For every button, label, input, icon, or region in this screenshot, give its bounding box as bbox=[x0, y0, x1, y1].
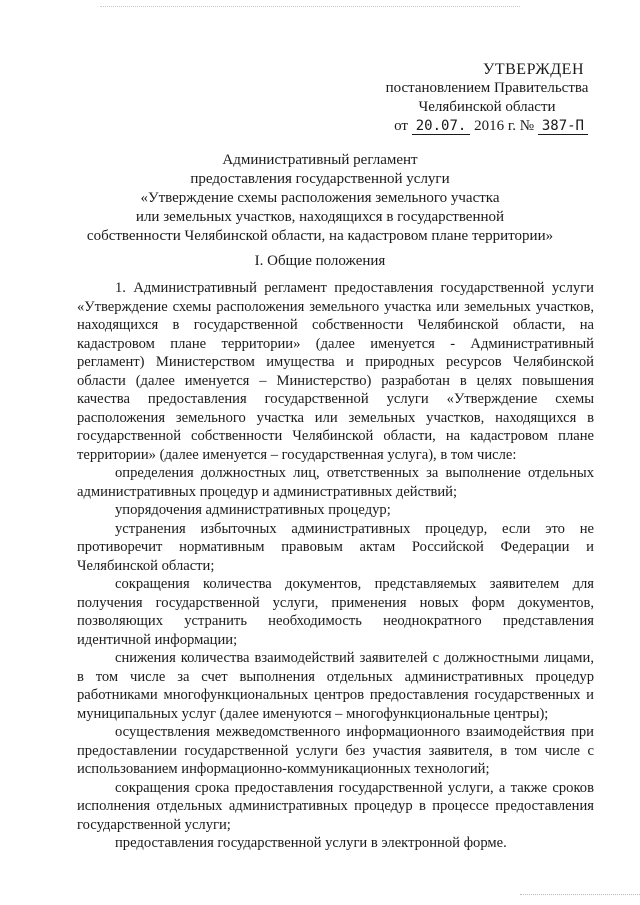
approval-line-1: постановлением Правительства bbox=[385, 80, 589, 96]
approved-title: УТВЕРЖДЕН bbox=[483, 61, 584, 78]
approval-stamp bbox=[382, 60, 592, 136]
paragraph: 1. Административный регламент предоставления государственной услуги «Утверждение схемы расположения земельного участка или земельных участков, находящихся в государственной собственности Челябинской области, на кадастровом плане территории» (далее именуется - Административный регламент) Министерством имущества и природных ресурсов Челябинской области (далее именуется – Министерство) разработан в целях повышения качества предоставления государственной услуги «Утверждение схемы расположения земельного участка или земельных участков, находящихся в государственной собственности Челябинской области, на кадастровом плане территории» (далее именуется – государственная услуга), в том числе: bbox=[77, 280, 594, 463]
year-text: 2016 г. № bbox=[474, 118, 535, 134]
document-title bbox=[70, 151, 570, 246]
title-line-5: собственности Челябинской области, на кадастровом плане территории» bbox=[86, 228, 554, 244]
scan-artifact bbox=[100, 6, 520, 9]
body-text bbox=[77, 279, 594, 853]
section-heading: I. Общие положения bbox=[254, 253, 386, 269]
scan-artifact bbox=[520, 894, 640, 895]
paragraph: осуществления межведомственного информационного взаимодействия при предоставлении государственной услуги без участия заявителя, в том числе с использованием информационно-коммуникационных технологий; bbox=[77, 724, 594, 777]
handwritten-number: 387-П bbox=[538, 118, 588, 135]
paragraph: определения должностных лиц, ответственных за выполнение отдельных административных процедур и административных действий; bbox=[77, 465, 594, 500]
date-prefix: от bbox=[394, 118, 408, 134]
approval-date-line bbox=[382, 117, 592, 136]
paragraph: предоставления государственной услуги в электронной форме. bbox=[115, 835, 507, 851]
paragraph: устранения избыточных административных процедур, если это не противоречит нормативным правовым актам Российской Федерации и Челябинской области; bbox=[77, 520, 594, 574]
title-line-4: или земельных участков, находящихся в государственной bbox=[135, 209, 505, 225]
approval-line-2: Челябинской области bbox=[418, 99, 556, 115]
handwritten-date: 20.07. bbox=[412, 118, 471, 135]
title-line-1: Административный регламент bbox=[222, 152, 418, 168]
paragraph: снижения количества взаимодействий заявителей с должностными лицами, в том числе за счет выполнения отдельных административных процедур работниками многофункциональных центров предоставления государственных и муниципальных услуг (далее именуются – многофункциональные центры); bbox=[77, 650, 594, 722]
paragraph: сокращения количества документов, представляемых заявителем для получения государственной услуги, применения новых форм документов, позволяющих устранить необходимость неоднократного представления идентичной информации; bbox=[77, 576, 594, 648]
title-line-2: предоставления государственной услуги bbox=[190, 171, 450, 187]
paragraph: упорядочения административных процедур; bbox=[115, 502, 391, 518]
title-line-3: «Утверждение схемы расположения земельного участка bbox=[140, 190, 500, 206]
paragraph: сокращения срока предоставления государственной услуги, а также сроков исполнения отдельных административных процедур в процессе предоставления государственной услуги; bbox=[77, 779, 594, 833]
